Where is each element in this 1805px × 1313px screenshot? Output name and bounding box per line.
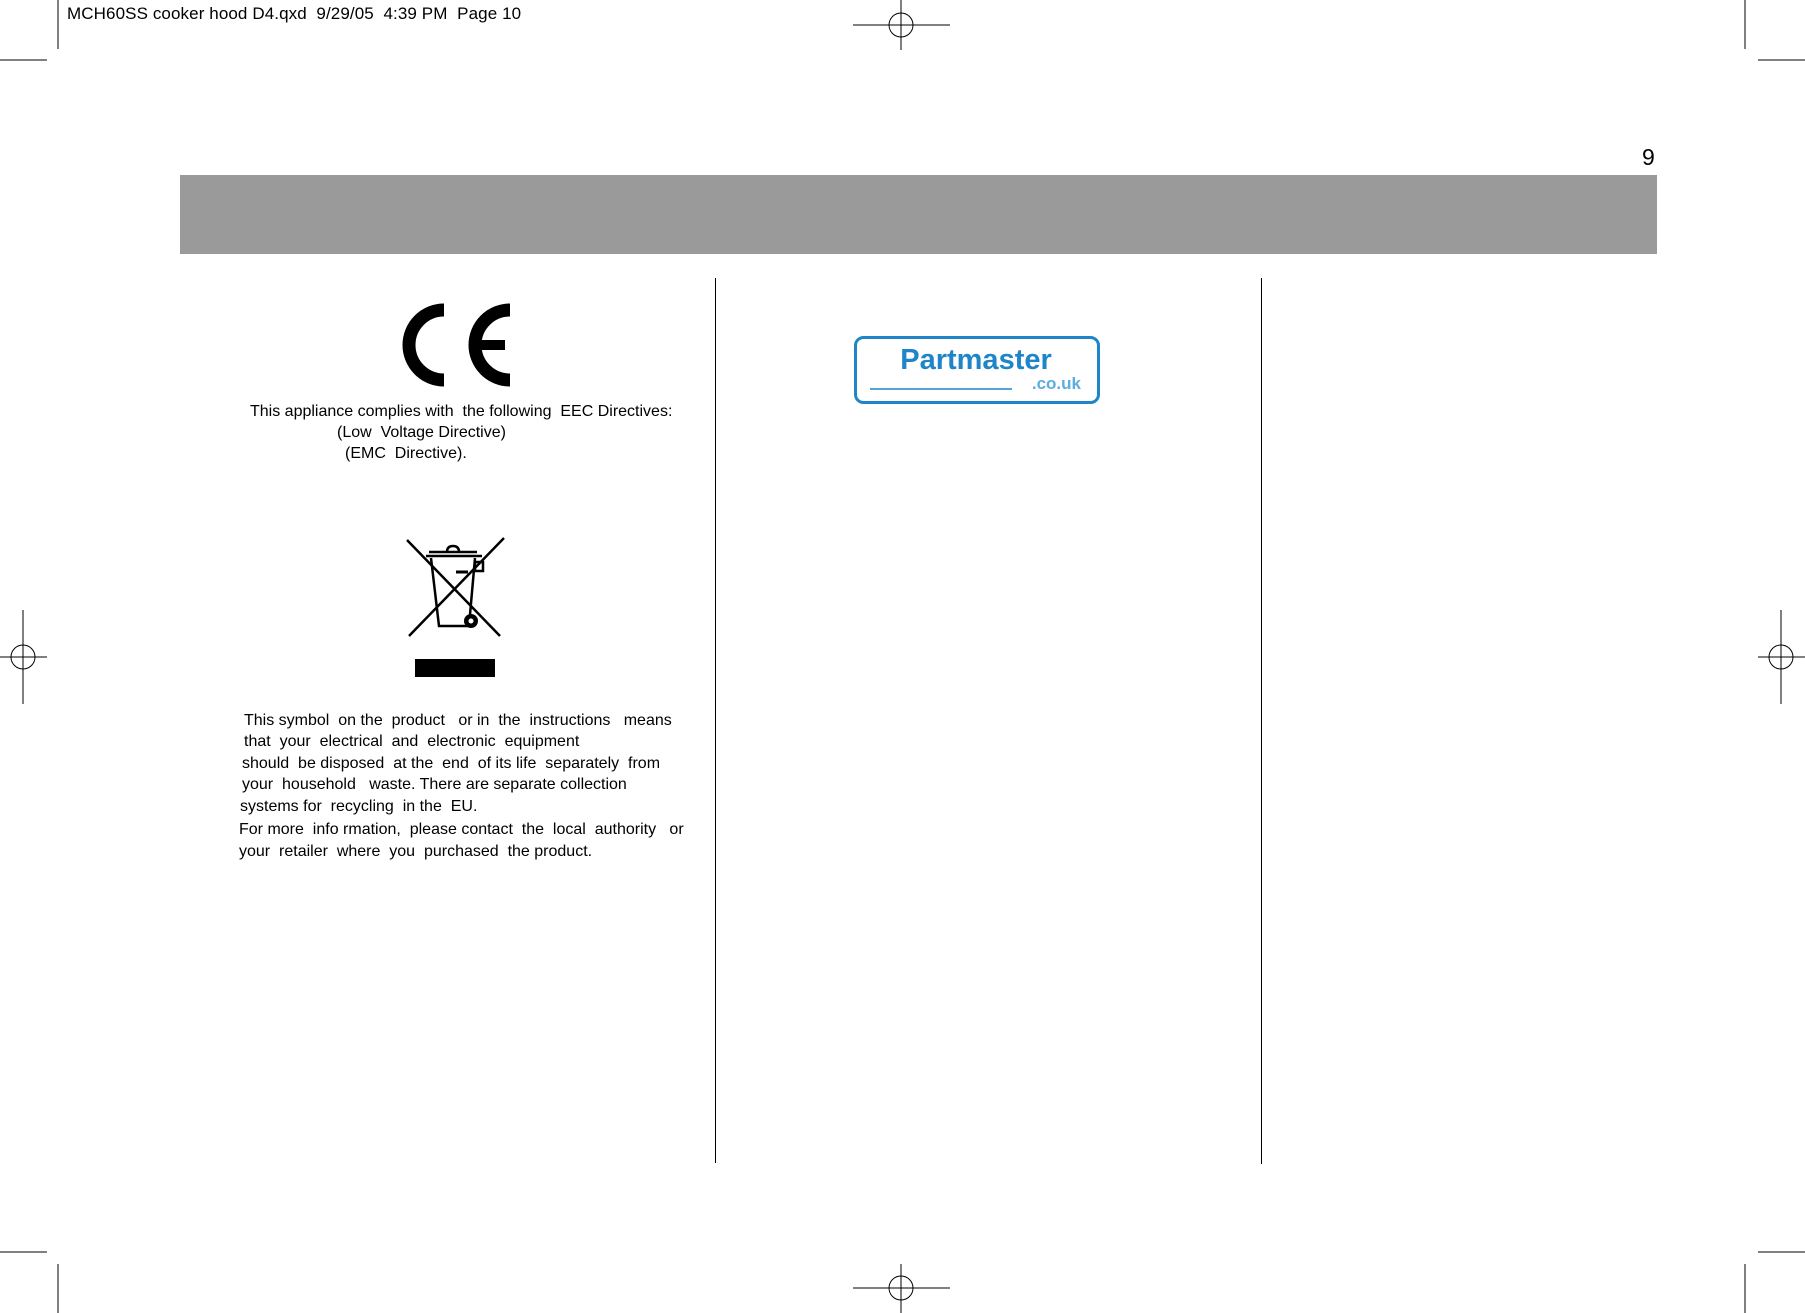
weee-text-line: should be disposed at the end of its life separately from [242, 755, 661, 772]
weee-text-line: your retailer where you purchased the product. [239, 843, 593, 860]
logo-domain: .co.uk [1031, 374, 1081, 393]
column-divider-right [1261, 278, 1262, 1164]
weee-text-line: that your electrical and electronic equipment [244, 733, 580, 750]
weee-text-line: your household waste. There are separate collection [242, 776, 627, 793]
partmaster-logo [854, 336, 1100, 404]
ce-compliance-text: This appliance complies with the following EEC Directives: [250, 403, 673, 420]
ce-mark-icon [397, 300, 517, 390]
ce-directive-emc: (EMC Directive). [345, 445, 467, 462]
crossed-out-wheelie-bin-icon [400, 532, 510, 642]
weee-text-line: For more info rmation, please contact the local authority or [239, 821, 684, 838]
weee-black-bar [415, 659, 495, 677]
weee-text-line: systems for recycling in the EU. [240, 798, 478, 815]
registration-mark-right [1758, 610, 1805, 704]
registration-mark-top [853, 0, 950, 50]
print-slug: MCH60SS cooker hood D4.qxd 9/29/05 4:39 PM Page 10 [67, 4, 522, 23]
logo-name: Partmaster [900, 344, 1052, 376]
ce-directive-low-voltage: (Low Voltage Directive) [337, 424, 506, 441]
registration-mark-left [0, 610, 47, 704]
weee-text-line: This symbol on the product or in the instructions means [244, 712, 672, 729]
column-divider-left [715, 278, 716, 1163]
page-number: 9 [1642, 144, 1655, 170]
registration-mark-bottom [853, 1264, 950, 1313]
header-bar [180, 175, 1657, 254]
